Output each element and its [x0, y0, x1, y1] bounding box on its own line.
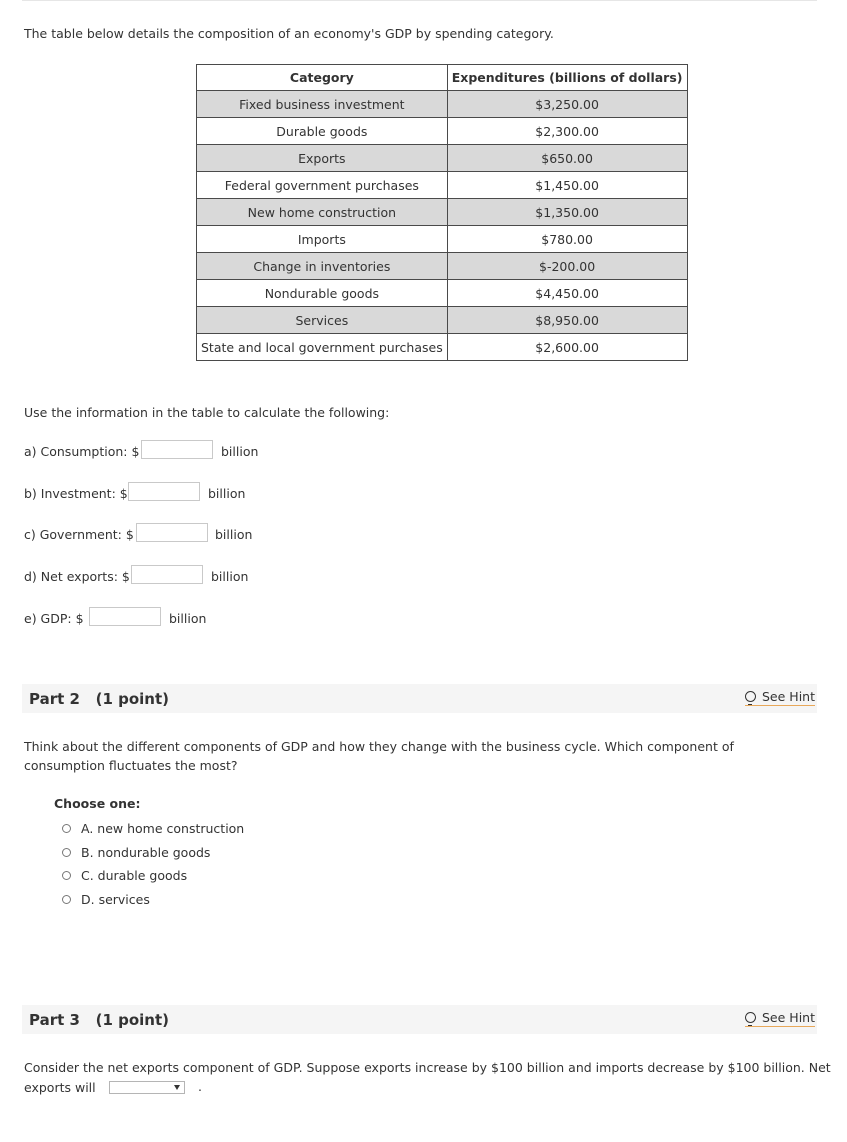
- government-question: [24, 527, 253, 542]
- government-unit: billion: [215, 527, 253, 542]
- part3-title: Part 3 (1 point): [29, 1011, 170, 1029]
- value-cell: $780.00: [447, 226, 687, 253]
- value-cell: $650.00: [447, 145, 687, 172]
- category-cell: Fixed business investment: [197, 91, 448, 118]
- table-row: [197, 280, 688, 307]
- net-exports-select[interactable]: [109, 1081, 185, 1094]
- category-cell: Nondurable goods: [197, 280, 448, 307]
- radio-button[interactable]: [62, 848, 71, 857]
- net-exports-unit: billion: [211, 569, 249, 584]
- gdp-question: [24, 611, 207, 626]
- value-cell: $2,300.00: [447, 118, 687, 145]
- part2-title: Part 2 (1 point): [29, 690, 170, 708]
- consumption-input[interactable]: [141, 440, 213, 459]
- lightbulb-icon: [745, 1012, 756, 1023]
- part3-question-line1: Consider the net exports component of GDP. Suppose exports increase by $100 billion and imports decrease by $100 billion. Net: [24, 1060, 831, 1075]
- part2-header: [22, 684, 817, 713]
- gdp-label: e) GDP: $: [24, 611, 84, 626]
- table-row: [197, 307, 688, 334]
- investment-label: b) Investment: $: [24, 486, 128, 501]
- investment-input[interactable]: [128, 482, 200, 501]
- dropdown-caret-icon: [174, 1085, 180, 1090]
- part3-hint-label: See Hint: [762, 1010, 815, 1025]
- choose-one-label: Choose one:: [54, 796, 141, 811]
- gdp-input[interactable]: [89, 607, 161, 626]
- value-cell: $3,250.00: [447, 91, 687, 118]
- option-label: B. nondurable goods: [81, 845, 211, 860]
- category-cell: Change in inventories: [197, 253, 448, 280]
- investment-question: [24, 486, 246, 501]
- value-cell: $1,450.00: [447, 172, 687, 199]
- intro-text: The table below details the composition of an economy's GDP by spending category.: [24, 26, 554, 41]
- net-exports-question: [24, 569, 249, 584]
- value-cell: $8,950.00: [447, 307, 687, 334]
- table-row: [197, 253, 688, 280]
- category-cell: Services: [197, 307, 448, 334]
- consumption-label: a) Consumption: $: [24, 444, 140, 459]
- value-cell: $2,600.00: [447, 334, 687, 361]
- part3-header: [22, 1005, 817, 1034]
- radio-button[interactable]: [62, 895, 71, 904]
- table-row: [197, 226, 688, 253]
- table-row: [197, 91, 688, 118]
- consumption-question: [24, 444, 259, 459]
- radio-button[interactable]: [62, 871, 71, 880]
- table-row: [197, 334, 688, 361]
- value-cell: $4,450.00: [447, 280, 687, 307]
- option-c[interactable]: [62, 868, 187, 883]
- table-row: [197, 172, 688, 199]
- gdp-unit: billion: [169, 611, 207, 626]
- period: .: [198, 1079, 202, 1094]
- category-cell: State and local government purchases: [197, 334, 448, 361]
- part3-hint-link[interactable]: [745, 1010, 815, 1027]
- category-cell: Exports: [197, 145, 448, 172]
- value-cell: $-200.00: [447, 253, 687, 280]
- option-label: D. services: [81, 892, 150, 907]
- option-a[interactable]: [62, 821, 244, 836]
- option-label: A. new home construction: [81, 821, 245, 836]
- gdp-table: [196, 64, 688, 361]
- header-category: Category: [197, 65, 448, 91]
- consumption-unit: billion: [221, 444, 259, 459]
- radio-button[interactable]: [62, 824, 71, 833]
- lightbulb-icon: [745, 691, 756, 702]
- government-label: c) Government: $: [24, 527, 134, 542]
- option-b[interactable]: [62, 845, 210, 860]
- part2-hint-link[interactable]: [745, 689, 815, 706]
- option-d[interactable]: [62, 892, 150, 907]
- category-cell: Durable goods: [197, 118, 448, 145]
- part1-instruction: Use the information in the table to calculate the following:: [24, 405, 390, 420]
- category-cell: Federal government purchases: [197, 172, 448, 199]
- option-label: C. durable goods: [81, 868, 188, 883]
- part3-question-line2: exports will: [24, 1080, 96, 1095]
- part2-hint-label: See Hint: [762, 689, 815, 704]
- table-row: [197, 199, 688, 226]
- table-header-row: [197, 65, 688, 91]
- net-exports-label: d) Net exports: $: [24, 569, 130, 584]
- top-divider: [22, 0, 817, 1]
- government-input[interactable]: [136, 523, 208, 542]
- value-cell: $1,350.00: [447, 199, 687, 226]
- table-row: [197, 145, 688, 172]
- net-exports-input[interactable]: [131, 565, 203, 584]
- part2-question: Think about the different components of GDP and how they change with the business cycle. Which component of consumption fluctuates the most?: [24, 739, 734, 773]
- category-cell: Imports: [197, 226, 448, 253]
- header-expenditures: Expenditures (billions of dollars): [447, 65, 687, 91]
- table-row: [197, 118, 688, 145]
- category-cell: New home construction: [197, 199, 448, 226]
- investment-unit: billion: [208, 486, 246, 501]
